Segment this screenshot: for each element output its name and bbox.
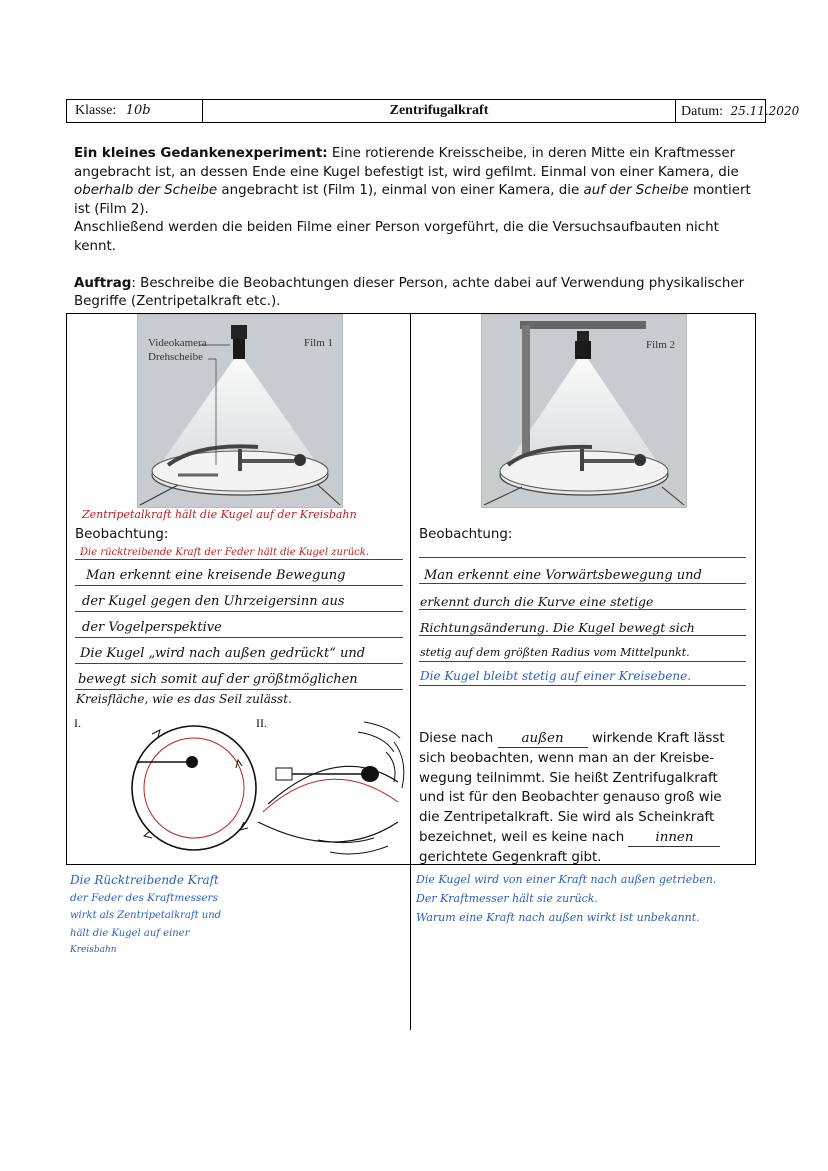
writing-line	[419, 685, 746, 686]
page-title: Zentrifugalkraft	[203, 100, 676, 122]
camera-mount-icon	[231, 325, 247, 339]
force-meter-icon	[276, 768, 292, 780]
video-camera-icon	[575, 341, 591, 359]
force-meter	[584, 459, 634, 463]
figure-label-2: II.	[256, 716, 267, 730]
writing-line	[75, 663, 403, 664]
left-blue-line-3: wirkt als Zentripetalkraft und	[70, 910, 222, 921]
ball-icon	[294, 454, 306, 466]
intro-text	[74, 145, 754, 312]
right-line-3: Richtungsänderung. Die Kugel bewegt sich	[420, 620, 695, 635]
grid-right-line	[755, 313, 756, 865]
cloze-t3: sich beobachten, wenn man an der Kreisbe-	[419, 750, 715, 766]
intro-p1d: auf der Scheibe	[583, 183, 689, 199]
intro-p1e: montiert ist (Film 2).	[74, 183, 751, 217]
sketch-top-view	[132, 726, 256, 850]
writing-line	[75, 611, 403, 612]
ball-icon	[186, 756, 198, 768]
intro-p1b: oberhalb der Scheibe	[74, 183, 218, 199]
right-line-2: erkennt durch die Kurve eine stetige	[420, 594, 654, 609]
ball-icon	[361, 766, 379, 782]
film1-photo	[137, 314, 343, 508]
writing-line	[75, 689, 403, 690]
left-line-3: der Vogelperspektive	[82, 620, 222, 635]
klasse-value: 10b	[125, 103, 151, 118]
left-beobachtung-label: Beobachtung:	[75, 527, 169, 542]
writing-line	[419, 661, 746, 662]
cloze-t8: gerichtete Gegenkraft gibt.	[419, 849, 602, 865]
left-line-4: Die Kugel „wird nach außen gedrückt“ und	[80, 646, 366, 661]
writing-line	[419, 609, 746, 610]
task-label: Auftrag	[74, 275, 132, 291]
right-blue-note	[416, 870, 716, 927]
camera-arm	[520, 321, 646, 329]
force-meter-stand	[238, 449, 242, 471]
datum-value: 25.11.2020	[730, 104, 800, 118]
writing-line	[75, 585, 403, 586]
left-red-note: Zentripetalkraft hält die Kugel auf der Kreisbahn	[82, 508, 357, 521]
intro-p2: Anschließend werden die beiden Filme einer Person vorgeführt, die die Versuchsaufbauten nicht kennt.	[74, 220, 719, 254]
cloze-t6: die Zentripetalkraft. Sie wird als Scheinkraft	[419, 810, 715, 826]
caption-film1: Film 1	[304, 337, 334, 349]
cloze-t5: und ist für den Beobachter genauso groß wie	[419, 790, 722, 806]
task-text: : Beschreibe die Beobachtungen dieser Person, achte dabei auf Verwendung physikalischer Begriffe (Zentripetalkraft etc.).	[74, 275, 745, 310]
grid-middle-line	[410, 313, 411, 1030]
right-beobachtung-label: Beobachtung:	[419, 527, 513, 542]
sketches	[68, 712, 408, 864]
writing-line	[75, 637, 403, 638]
figure-label-1: I.	[74, 716, 81, 730]
cloze-t4: wegung teilnimmt. Sie heißt Zentrifugalkraft	[419, 770, 718, 786]
right-blue-line-1: Die Kugel wird von einer Kraft nach außen getrieben.	[416, 873, 717, 886]
left-blue-line-4: hält die Kugel auf einer	[70, 927, 190, 939]
cloze-t1: Diese nach	[419, 731, 494, 746]
left-line-2: der Kugel gegen den Uhrzeigersinn aus	[82, 594, 345, 609]
left-line-1: Man erkennt eine kreisende Bewegung	[86, 568, 346, 583]
datum-label: Datum:	[681, 104, 723, 119]
writing-line	[419, 583, 746, 584]
cloze-t7: bezeichnet, weil es keine nach	[419, 829, 625, 845]
writing-line	[419, 635, 746, 636]
caption-videokamera: Videokamera	[148, 337, 207, 349]
force-meter	[242, 459, 294, 463]
ball-icon	[634, 454, 646, 466]
left-blue-line-1: Die Rücktreibende Kraft	[70, 873, 219, 887]
left-line-5: bewegt sich somit auf der größtmöglichen	[78, 672, 358, 687]
cloze-paragraph	[419, 729, 749, 868]
grid-left-line	[66, 313, 67, 865]
film2-photo	[481, 314, 687, 508]
intro-p1c: angebracht ist (Film 1), einmal von einer Kamera, die	[221, 183, 580, 199]
datum-cell	[675, 100, 800, 122]
right-line-4: stetig auf dem größten Radius vom Mittelpunkt.	[420, 646, 690, 659]
video-camera-icon	[233, 339, 245, 359]
intro-p1a: Eine rotierende Kreisscheibe, in deren Mitte ein Kraftmesser angebracht ist, an dessen Ende eine Kugel befestigt ist, wird gefilmt. Einmal von einer Kamera, die	[74, 146, 739, 180]
cloze-fill-innen: innen	[628, 830, 720, 847]
left-blue-line-2: der Feder des Kraftmessers	[70, 891, 218, 904]
cloze-fill-aussen: außen	[498, 731, 588, 748]
right-blue-line-3: Warum eine Kraft nach außen wirkt ist unbekannt.	[416, 911, 700, 924]
left-blue-note	[70, 872, 221, 960]
header-table	[66, 99, 800, 123]
writing-line	[419, 557, 746, 558]
cloze-t2: wirkende Kraft lässt	[591, 731, 725, 746]
right-blue-line: Die Kugel bleibt stetig auf einer Kreisebene.	[420, 669, 692, 683]
caption-drehscheibe: Drehscheibe	[148, 351, 203, 363]
sketch-side-view	[258, 722, 404, 854]
writing-line	[75, 559, 403, 560]
right-blue-line-2: Der Kraftmesser hält sie zurück.	[416, 892, 598, 905]
right-line-1: Man erkennt eine Vorwärtsbewegung und	[424, 568, 702, 583]
klasse-cell	[67, 100, 203, 122]
klasse-label: Klasse:	[75, 103, 117, 118]
intro-lead: Ein kleines Gedankenexperiment:	[74, 146, 328, 161]
caption-film2: Film 2	[646, 339, 676, 351]
left-line-6: Kreisfläche, wie es das Seil zulässt.	[76, 692, 292, 706]
left-blue-line-5: Kreisbahn	[70, 945, 117, 955]
left-red-line: Die rücktreibende Kraft der Feder hält die Kugel zurück.	[80, 547, 369, 558]
